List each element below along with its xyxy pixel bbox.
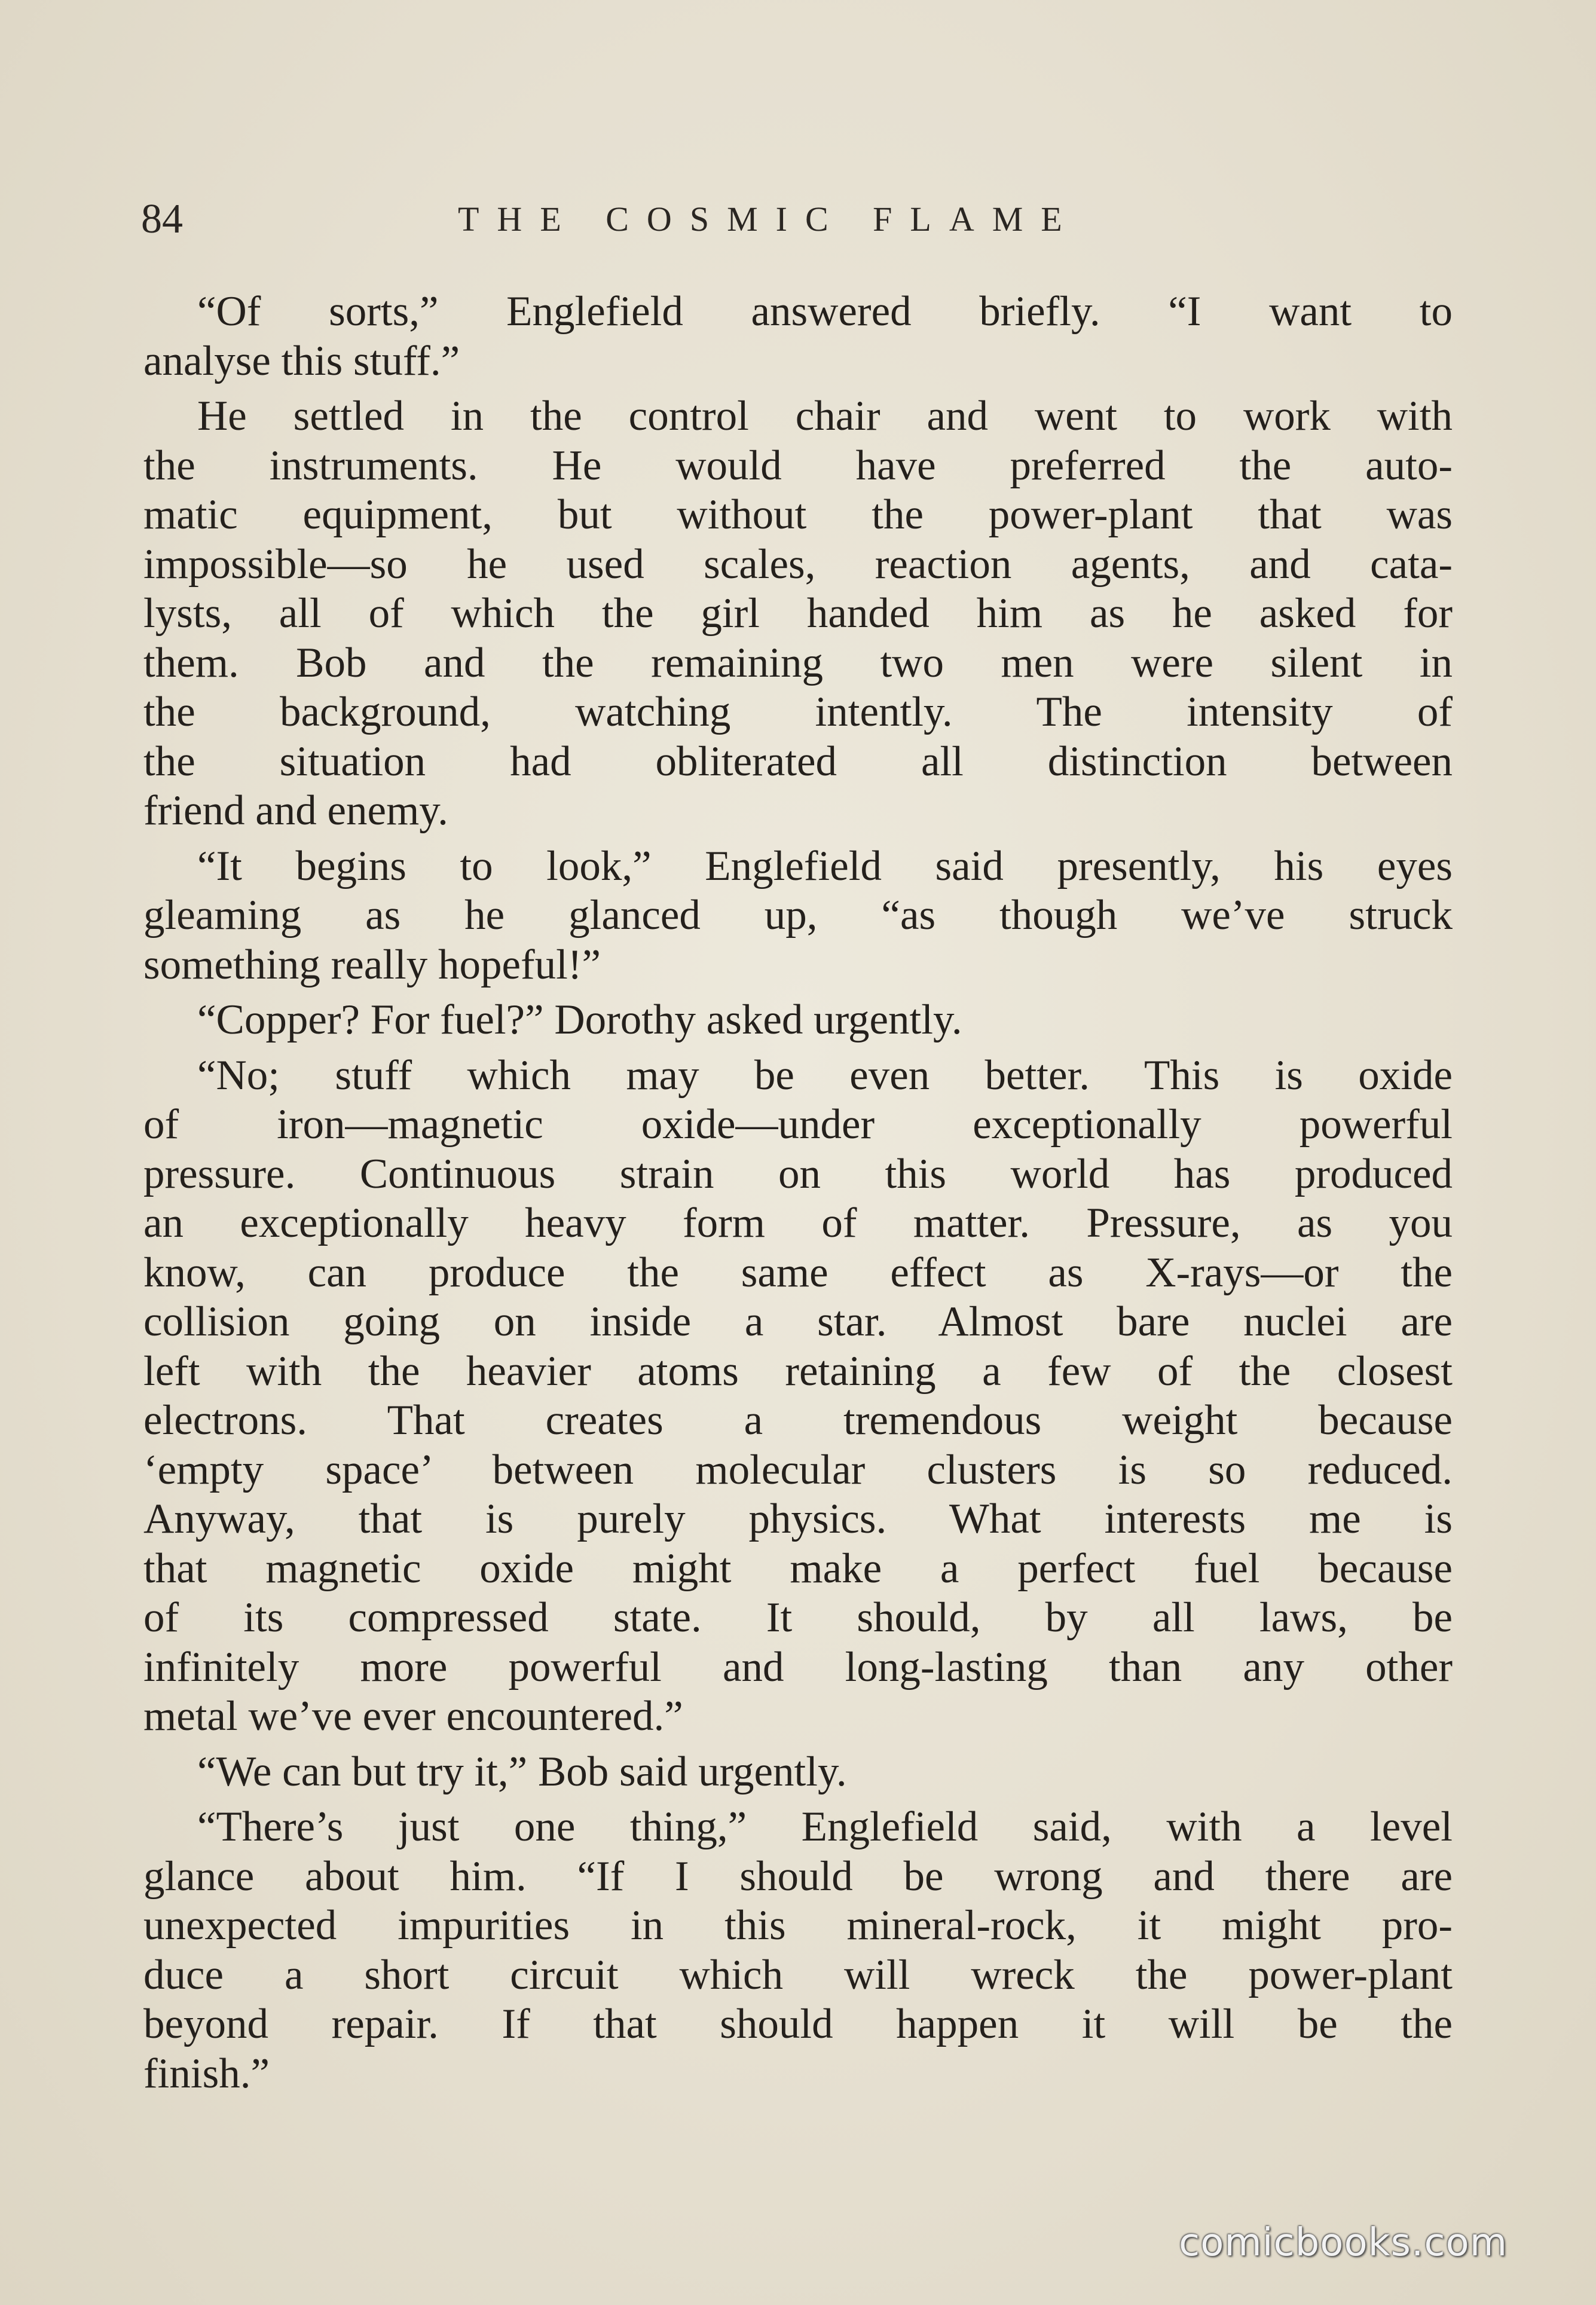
text-line: ‘empty space’ between molecular clusters is so reduced. (143, 1446, 1453, 1493)
paragraph (143, 842, 1453, 990)
text-line: the instruments. He would have preferred the auto- (143, 442, 1453, 489)
text-line: “It begins to look,” Englefield said presently, his eyes (197, 842, 1453, 889)
text-line: electrons. That creates a tremendous weight because (143, 1397, 1453, 1444)
text-line: He settled in the control chair and went to work with (197, 393, 1453, 439)
text-line: the background, watching intently. The intensity of (143, 689, 1453, 735)
text-line: “No; stuff which may be even better. This is oxide (197, 1051, 1453, 1099)
text-line: impossible—so he used scales, reaction agents, and cata- (143, 540, 1453, 588)
text-line: matic equipment, but without the power-plant that was (143, 491, 1453, 538)
paragraph (143, 287, 1453, 386)
text-line: “We can but try it,” Bob said urgently. (197, 1748, 847, 1795)
text-line: lysts, all of which the girl handed him as he asked for (143, 590, 1453, 637)
text-line: an exceptionally heavy form of matter. Pressure, as you (143, 1200, 1453, 1246)
text-line: “Copper? For fuel?” Dorothy asked urgently. (197, 996, 962, 1043)
paragraph (143, 1051, 1453, 1741)
paragraph (143, 1747, 1453, 1797)
text-line: know, can produce the same effect as X-rays—or the (143, 1249, 1453, 1296)
text-line: something really hopeful!” (143, 941, 601, 988)
text-line: unexpected impurities in this mineral-rock, it might pro- (143, 1902, 1453, 1949)
text-line: infinitely more powerful and long-lasting than any other (143, 1643, 1453, 1690)
text-line: duce a short circuit which will wreck the power-plant (143, 1951, 1453, 1998)
watermark: comicbooks.com (1179, 2221, 1508, 2265)
text-line: analyse this stuff.” (143, 337, 460, 384)
paragraph (143, 392, 1453, 836)
text-line: left with the heavier atoms retaining a few of the closest (143, 1347, 1453, 1395)
text-line: glance about him. “If I should be wrong and there are (143, 1852, 1453, 1900)
text-line: metal we’ve ever encountered.” (143, 1693, 683, 1740)
running-title: THE COSMIC FLAME (458, 200, 1080, 239)
text-line: of its compressed state. It should, by all laws, be (143, 1594, 1453, 1641)
paragraph (143, 995, 1453, 1045)
text-line: Anyway, that is purely physics. What interests me is (143, 1496, 1453, 1542)
text-line: “There’s just one thing,” Englefield said, with a level (197, 1803, 1453, 1850)
text-line: pressure. Continuous strain on this world has produced (143, 1150, 1453, 1197)
text-line: collision going on inside a star. Almost bare nuclei are (143, 1298, 1453, 1345)
text-line: “Of sorts,” Englefield answered briefly. “I want to (197, 288, 1453, 335)
text-line: finish.” (143, 2050, 270, 2097)
text-line: beyond repair. If that should happen it will be the (143, 2001, 1453, 2047)
text-line: the situation had obliterated all distinction between (143, 738, 1453, 785)
text-line: of iron—magnetic oxide—under exceptionally powerful (143, 1101, 1453, 1148)
page-number: 84 (141, 196, 183, 242)
paragraph (143, 1802, 1453, 2098)
page-header (141, 192, 1462, 246)
text-line: friend and enemy. (143, 787, 448, 834)
text-line: that magnetic oxide might make a perfect fuel because (143, 1545, 1453, 1592)
text-line: them. Bob and the remaining two men were silent in (143, 639, 1453, 686)
text-line: gleaming as he glanced up, “as though we’ve struck (143, 892, 1453, 938)
body-text (143, 287, 1453, 2104)
